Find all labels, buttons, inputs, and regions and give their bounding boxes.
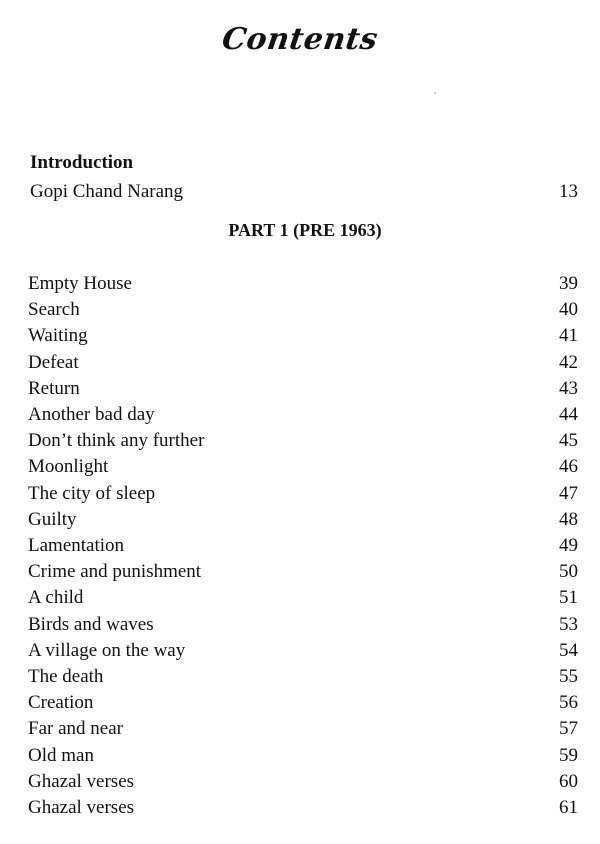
toc-entry-title: The city of sleep	[28, 482, 156, 504]
toc-entry-title: Guilty	[28, 508, 77, 530]
toc-entry	[28, 508, 578, 532]
toc-entry-page-number: 45	[559, 430, 578, 452]
toc-entry-page-number: 61	[559, 797, 578, 818]
toc-entry-title: Don’t think any further	[28, 430, 205, 452]
toc-entry-title: Birds and waves	[28, 613, 154, 635]
toc-entry-title: The death	[28, 666, 104, 687]
toc-entry-title: Far and near	[28, 718, 123, 740]
page-title: Contents	[219, 22, 381, 57]
toc-entry-title: Return	[28, 377, 80, 399]
toc-entry-title: Crime and punishment	[28, 561, 202, 583]
toc-entry	[28, 403, 578, 427]
toc-entry-title: Lamentation	[28, 535, 125, 556]
toc-entry	[28, 455, 578, 479]
introduction-entry	[30, 180, 578, 204]
toc-entry	[28, 639, 578, 663]
toc-entry-page-number: 59	[559, 744, 578, 766]
toc-entry-page-number: 55	[559, 666, 578, 687]
toc-entry-page-number: 54	[559, 639, 578, 661]
toc-entry	[28, 534, 578, 558]
toc-entry-page-number: 40	[559, 299, 578, 321]
toc-entry	[28, 586, 578, 610]
toc-entry	[28, 717, 578, 741]
toc-entry	[28, 796, 578, 820]
toc-entry	[28, 298, 578, 322]
toc-entry-title: A child	[28, 587, 84, 609]
toc-entry-page-number: 60	[559, 770, 578, 792]
toc-entry-page-number: 41	[559, 325, 578, 347]
introduction-heading: Introduction	[30, 152, 134, 173]
toc-entry-page-number: 44	[559, 404, 578, 425]
toc-entry	[28, 613, 578, 637]
toc-entry-page-number: 56	[559, 692, 578, 714]
toc-entry	[28, 482, 578, 506]
toc-entry	[28, 691, 578, 715]
toc-entry-page-number: 46	[559, 456, 578, 478]
toc-entry-title: Search	[28, 299, 80, 321]
toc-entry-page-number: 50	[559, 561, 578, 583]
toc-entry	[28, 272, 578, 296]
toc-entry-title: Creation	[28, 692, 94, 714]
toc-entry-page-number: 39	[559, 273, 578, 294]
toc-entry	[28, 429, 578, 453]
part-heading: PART 1 (PRE 1963)	[228, 220, 382, 240]
toc-entry	[28, 770, 578, 794]
toc-entry-title: Moonlight	[28, 456, 109, 478]
paper-speck	[434, 92, 436, 94]
toc-entry-title: A village on the way	[28, 639, 186, 661]
toc-entry	[28, 377, 578, 401]
toc-entry-title: Ghazal verses	[28, 797, 135, 818]
toc-entry-page-number: 57	[559, 718, 578, 740]
toc-entry-title: Empty House	[28, 273, 132, 294]
toc-entry-page-number: 48	[559, 508, 578, 530]
toc-entry-page-number: 43	[559, 377, 578, 399]
toc-entry-page-number: 42	[559, 351, 578, 373]
introduction-author: Gopi Chand Narang	[30, 181, 184, 202]
toc-entry-title: Ghazal verses	[28, 770, 135, 792]
toc-entry-page-number: 51	[559, 587, 578, 609]
toc-entry	[28, 324, 578, 348]
toc-entry-title: Waiting	[28, 325, 88, 347]
toc-entry-page-number: 47	[559, 482, 578, 504]
toc-entry-title: Another bad day	[28, 404, 155, 425]
toc-entry-page-number: 53	[559, 613, 578, 635]
toc-entry	[28, 744, 578, 768]
toc-entry	[28, 351, 578, 375]
introduction-page-number: 13	[559, 181, 578, 202]
toc-entry-title: Old man	[28, 744, 94, 766]
toc-entry-page-number: 49	[559, 535, 578, 556]
toc-entry	[28, 560, 578, 584]
toc-entry-title: Defeat	[28, 351, 79, 373]
toc-entry	[28, 665, 578, 689]
